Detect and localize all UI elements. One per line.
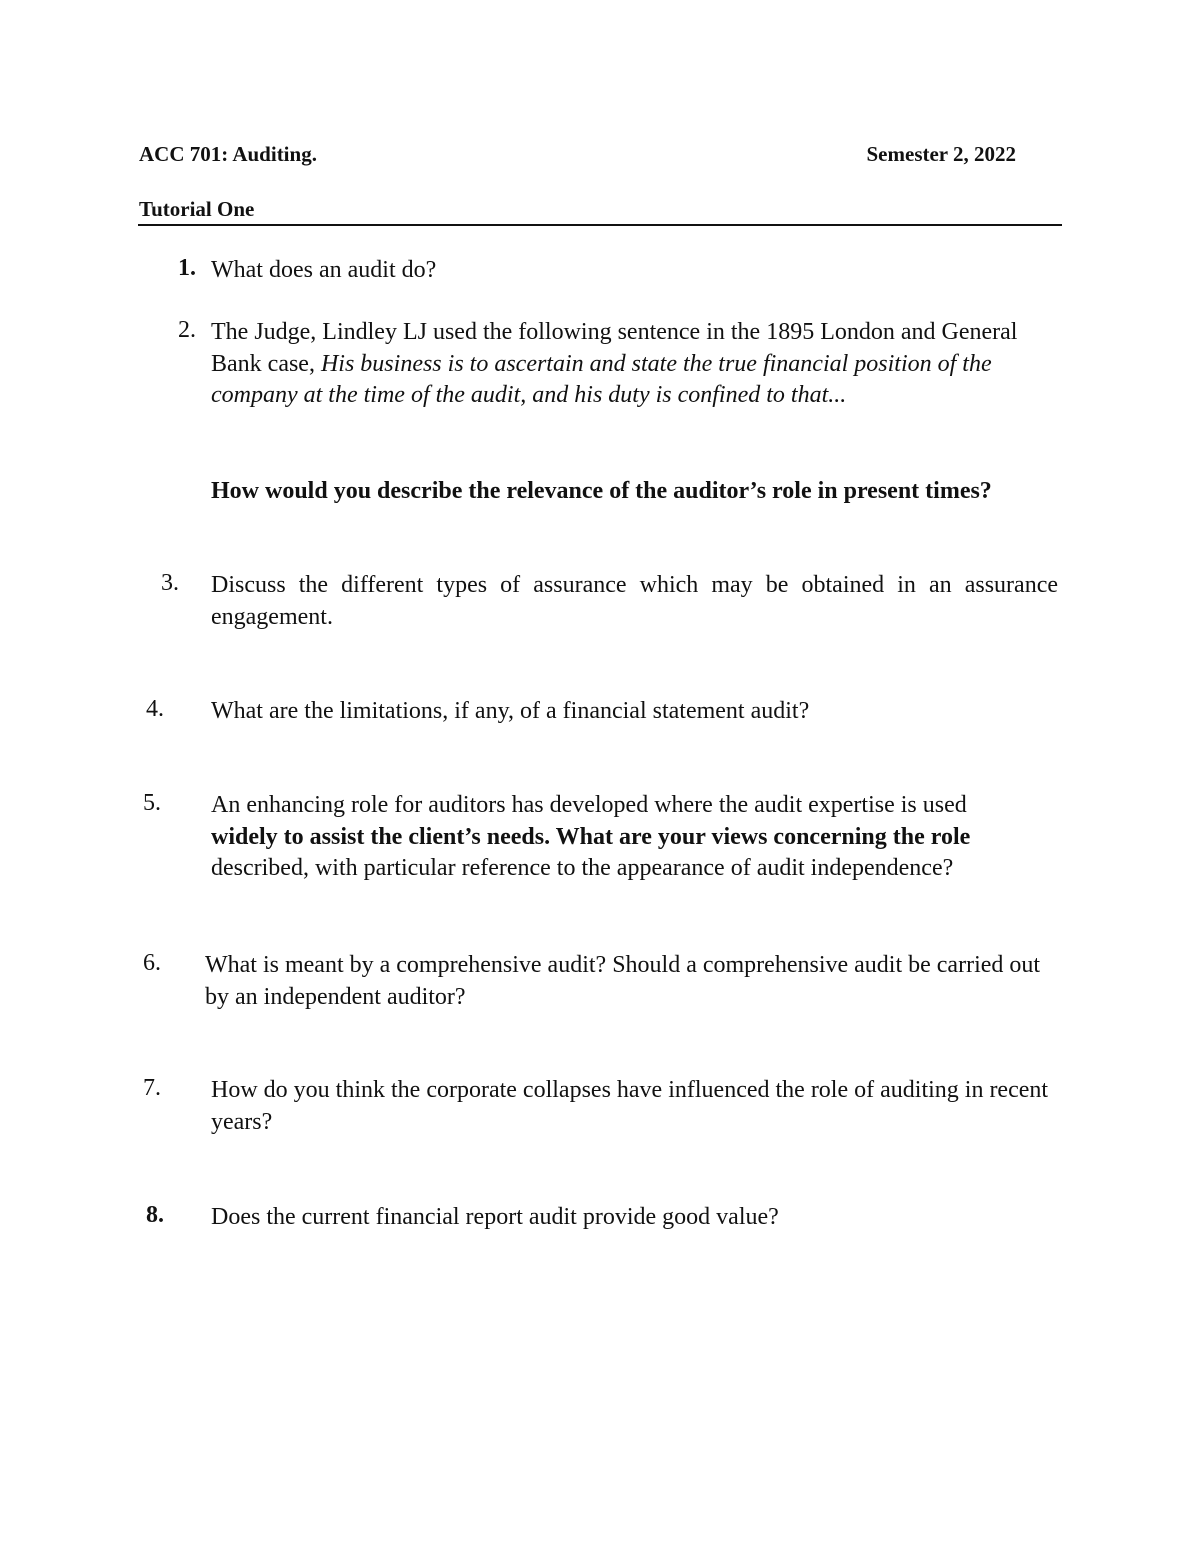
header-divider xyxy=(138,224,1062,226)
course-title: ACC 701: Auditing. xyxy=(139,142,317,166)
question-8-text: Does the current financial report audit provide good value? xyxy=(211,1204,779,1230)
question-5-line-3: described, with particular reference to the appearance of audit independence? xyxy=(211,855,954,881)
question-6-number: 6. xyxy=(143,950,161,976)
question-3-text: Discuss the different types of assurance which may be obtained in an assurance engagement. xyxy=(211,572,1058,630)
question-6-text: What is meant by a comprehensive audit? Should a comprehensive audit be carried out by an independent auditor? xyxy=(205,952,1041,1010)
question-5-line-2: widely to assist the client’s needs. What are your views concerning the role xyxy=(211,823,971,850)
question-2-followup: How would you describe the relevance of the auditor’s role in present times? xyxy=(211,478,992,504)
question-2-lead: The Judge, Lindley LJ used the following sentence in the 1895 London and General Bank case, xyxy=(211,319,1018,377)
tutorial-title: Tutorial One xyxy=(139,197,255,221)
question-8-number: 8. xyxy=(146,1202,164,1228)
question-1-text: What does an audit do? xyxy=(211,257,437,283)
question-7-number: 7. xyxy=(143,1075,161,1101)
semester-label: Semester 2, 2022 xyxy=(866,142,1016,166)
question-4-number: 4. xyxy=(146,696,164,722)
question-7-text: How do you think the corporate collapses have influenced the role of auditing in recent years? xyxy=(211,1077,1049,1135)
question-5-text xyxy=(211,790,1071,885)
question-2-number: 2. xyxy=(178,317,196,343)
question-2-text xyxy=(211,317,1041,412)
question-3-number: 3. xyxy=(161,570,179,596)
question-1-number: 1. xyxy=(178,255,196,281)
question-5-number: 5. xyxy=(143,790,161,816)
question-5-line-1: An enhancing role for auditors has developed where the audit expertise is used xyxy=(211,792,967,818)
question-2-quote: His business is to ascertain and state the true financial position of the company at the time of the audit, and his duty is confined to that... xyxy=(211,350,992,408)
question-4-text: What are the limitations, if any, of a financial statement audit? xyxy=(211,698,810,724)
